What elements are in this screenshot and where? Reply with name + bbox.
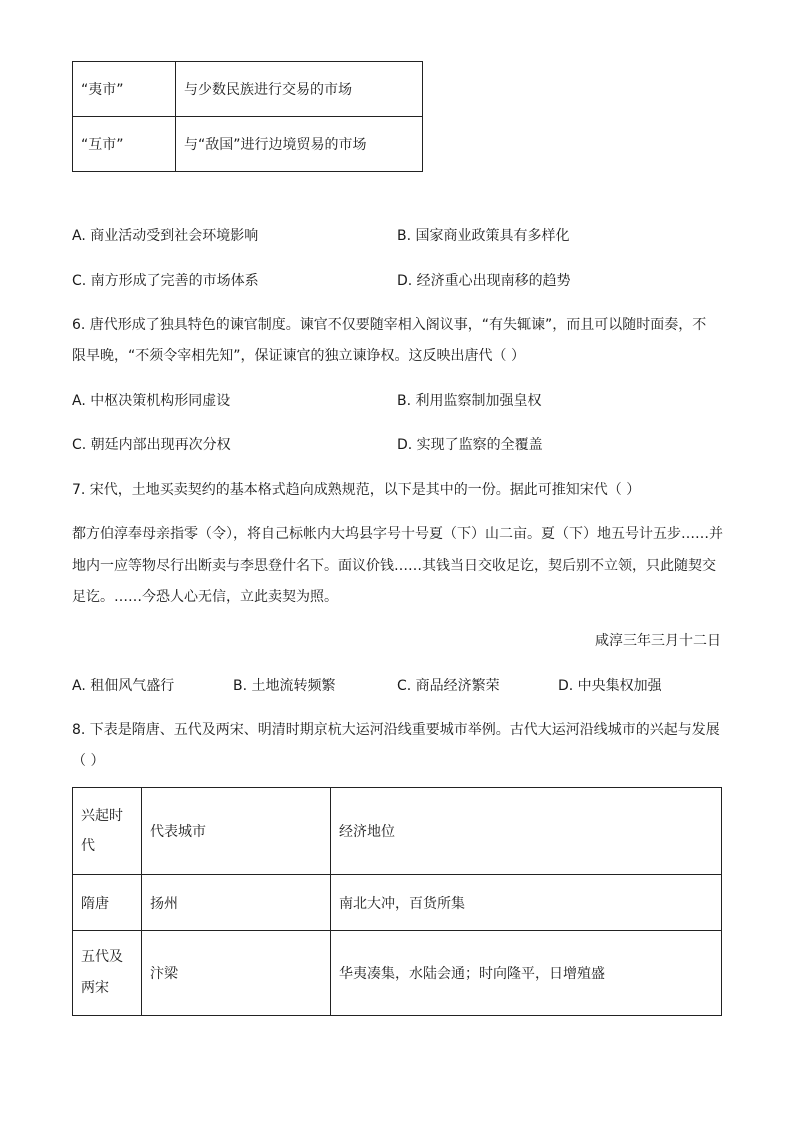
market-table: [72, 61, 423, 172]
table-cell-desc: 与少数民族进行交易的市场: [176, 62, 423, 117]
cell-era: 隋唐: [73, 875, 142, 931]
header-era-line2: 代: [81, 838, 95, 854]
q7-quote-line3: 足讫。……今恐人心无信，立此卖契为照。: [72, 589, 338, 605]
q7-option-a: A. 租佃风气盛行: [72, 678, 175, 694]
q5-option-b: B. 国家商业政策具有多样化: [397, 228, 570, 244]
header-city: 代表城市: [142, 788, 331, 875]
table-row: [73, 931, 722, 1016]
q6-option-c: C. 朝廷内部出现再次分权: [72, 437, 231, 453]
q6-stem-line1: 6. 唐代形成了独具特色的谏官制度。谏官不仅要随宰相入阁议事，“有失辄谏”，而且可以随时面奏，不: [72, 317, 707, 333]
header-era: [73, 788, 142, 875]
q8-stem-line2: （ ）: [72, 753, 105, 769]
q7-quote-line1: 都方伯淳奉母亲指零（令），将自己标帐内大坞县字号十号夏（下）山二亩。夏（下）地五号计五步……并: [72, 526, 723, 542]
table-cell-desc: 与“敌国”进行边境贸易的市场: [176, 117, 423, 172]
q7-stem: 7. 宋代，土地买卖契约的基本格式趋向成熟规范，以下是其中的一份。据此可推知宋代（ ）: [72, 482, 641, 498]
table-header-row: [73, 788, 722, 875]
table-row: [73, 875, 722, 931]
header-era-line1: 兴起时: [81, 808, 123, 824]
q6-option-b: B. 利用监察制加强皇权: [397, 393, 542, 409]
cell-era-line2: 两宋: [81, 980, 109, 996]
q7-option-d: D. 中央集权加强: [558, 678, 662, 694]
canal-cities-table: [72, 787, 722, 1016]
cell-era-line1: 五代及: [81, 949, 123, 965]
table-row: [73, 62, 423, 117]
cell-city: 汴梁: [142, 931, 331, 1016]
table-cell-term: “夷市”: [73, 62, 176, 117]
cell-status: 南北大冲，百货所集: [331, 875, 722, 931]
q5-option-c: C. 南方形成了完善的市场体系: [72, 273, 259, 289]
q6-stem-line2: 限早晚，“不须令宰相先知”，保证谏官的独立谏诤权。这反映出唐代（ ）: [72, 348, 525, 364]
q7-option-b: B. 土地流转频繁: [233, 678, 336, 694]
q7-quote-line2: 地内一应等物尽行出断卖与李思登什名下。面议价钱……其钱当日交收足讫，契后别不立领，只此随契交: [72, 558, 716, 574]
q6-option-a: A. 中枢决策机构形同虚设: [72, 393, 231, 409]
table-row: [73, 117, 423, 172]
q8-stem-line1: 8. 下表是隋唐、五代及两宋、明清时期京杭大运河沿线重要城市举例。古代大运河沿线城市的兴起与发展: [72, 722, 720, 738]
q7-date: 咸淳三年三月十二日: [595, 633, 721, 649]
cell-status: 华夷凑集，水陆会通；时向隆平，日增殖盛: [331, 931, 722, 1016]
q5-option-a: A. 商业活动受到社会环境影响: [72, 228, 259, 244]
q6-option-d: D. 实现了监察的全覆盖: [397, 437, 543, 453]
header-status: 经济地位: [331, 788, 722, 875]
table-cell-term: “互市”: [73, 117, 176, 172]
cell-city: 扬州: [142, 875, 331, 931]
cell-era: [73, 931, 142, 1016]
q5-option-d: D. 经济重心出现南移的趋势: [397, 273, 571, 289]
q7-option-c: C. 商品经济繁荣: [397, 678, 500, 694]
